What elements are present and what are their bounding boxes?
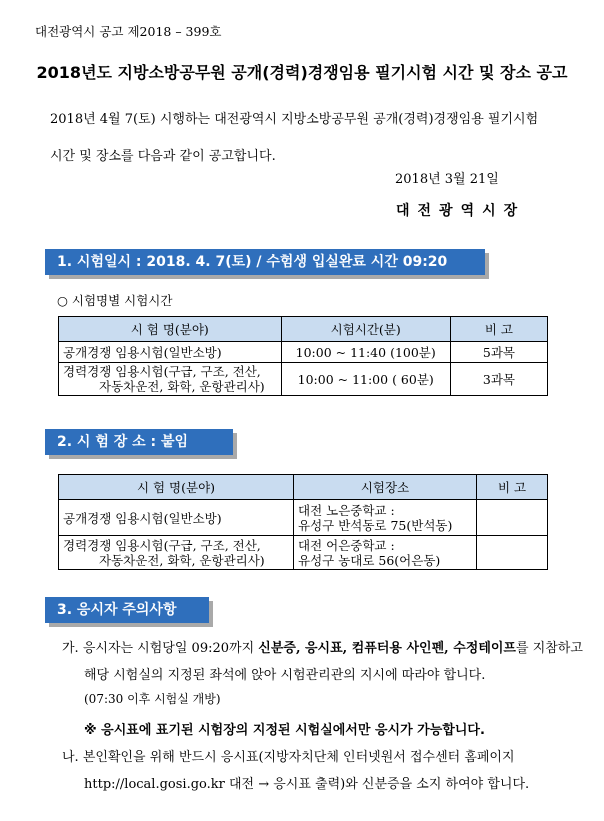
col-header-exam: 시 험 명(분야) <box>59 475 294 500</box>
exam-name-cell: 경력경쟁 임용시험(구급, 구조, 전산, 자동차운전, 화학, 운항관리사) <box>59 363 282 396</box>
col-header-exam: 시 험 명(분야) <box>59 317 282 342</box>
venue-note-cell <box>477 536 548 570</box>
section-2-banner: 2. 시 험 장 소 : 붙임 <box>45 429 233 455</box>
col-header-note: 비 고 <box>477 475 548 500</box>
exam-note-cell: 3과목 <box>450 363 547 396</box>
intro-line-1: 2018년 4월 7(토) 시행하는 대전광역시 지방소방공무원 공개(경력)경쟁임용 필기시험 <box>50 112 539 127</box>
table-row <box>59 536 548 570</box>
exam-note-cell: 5과목 <box>450 342 547 363</box>
venue-note-cell <box>477 500 548 536</box>
exam-time-cell: 10:00 ~ 11:00 ( 60분) <box>281 363 450 396</box>
warning-note: ※ 응시표에 표기된 시험장의 지정된 시험실에서만 응시가 가능합니다. <box>84 723 485 738</box>
exam-name-cell: 공개경쟁 임용시험(일반소방) <box>59 500 294 536</box>
exam-time-cell: 10:00 ~ 11:40 (100분) <box>281 342 450 363</box>
notice-date: 2018년 3월 21일 <box>395 172 499 187</box>
table-header-row <box>59 317 548 342</box>
col-header-time: 시험시간(분) <box>281 317 450 342</box>
issuer-name: 대전광역시장 <box>396 203 526 219</box>
table-row <box>59 500 548 536</box>
col-header-venue: 시험장소 <box>294 475 477 500</box>
table-header-row <box>59 475 548 500</box>
table-row <box>59 363 548 396</box>
exam-name-cell: 경력경쟁 임용시험(구급, 구조, 전산, 자동차운전, 화학, 운항관리사) <box>59 536 294 570</box>
section-1-banner: 1. 시험일시 : 2018. 4. 7(토) / 수험생 입실완료 시간 09:20 <box>45 249 485 275</box>
section-3-banner: 3. 응시자 주의사항 <box>45 597 209 623</box>
section-1-subhead: ○ 시험명별 시험시간 <box>57 293 173 308</box>
venue-cell: 대전 노은중학교 : 유성구 반석동로 75(반석동) <box>294 500 477 536</box>
note-a-line-3: (07:30 이후 시험실 개방) <box>84 692 221 706</box>
note-a-line-1: 가. 응시자는 시험당일 09:20까지 신분증, 응시표, 컴퓨터용 사인펜, 수정테이프를 지참하고 <box>62 641 583 656</box>
notice-number: 대전광역시 공고 제2018 – 399호 <box>35 24 222 39</box>
note-b-line-1: 나. 본인확인을 위해 반드시 응시표(지방자치단체 인터넷원서 접수센터 홈페이지 <box>62 750 515 765</box>
exam-name-cell: 공개경쟁 임용시험(일반소방) <box>59 342 282 363</box>
note-b-line-2: http://local.gosi.go.kr 대전 → 응시표 출력)와 신분증을 소지 하여야 합니다. <box>84 777 530 792</box>
schedule-table <box>58 316 548 396</box>
table-row <box>59 342 548 363</box>
col-header-note: 비 고 <box>450 317 547 342</box>
note-a-line-2: 해당 시험실의 지정된 좌석에 앉아 시험관리관의 지시에 따라야 합니다. <box>84 668 486 683</box>
venue-table <box>58 474 548 570</box>
intro-line-2: 시간 및 장소를 다음과 같이 공고합니다. <box>50 149 276 164</box>
venue-cell: 대전 어은중학교 : 유성구 농대로 56(어은동) <box>294 536 477 570</box>
document-title: 2018년도 지방소방공무원 공개(경력)경쟁임용 필기시험 시간 및 장소 공고 <box>36 63 568 82</box>
